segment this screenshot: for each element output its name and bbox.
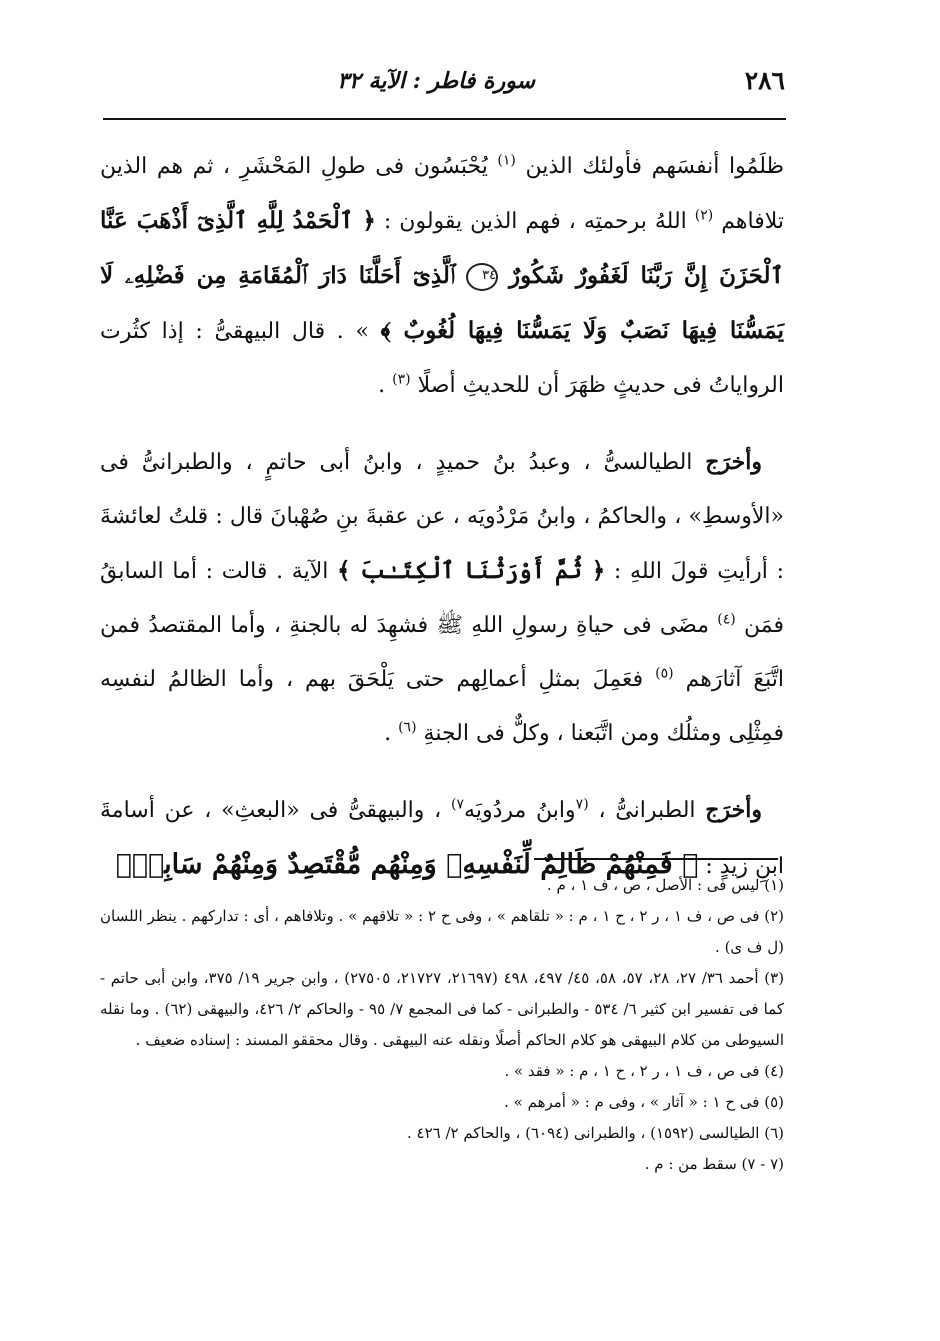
lead-word: وأخرَج bbox=[705, 797, 762, 823]
text-span: مضَى فى حياةِ رسولِ اللهِ ﷺ فشهِدَ له بالجنةِ ، وأما المقتصدُ فمن اتَّبَعَ آثارَهم bbox=[100, 613, 784, 692]
ayah-number-mark: ٣٤ bbox=[466, 263, 498, 291]
footnote-ref-5: (٥) bbox=[655, 665, 674, 682]
text-span: ، والبيهقىُّ فى «البعثِ» ، عن أسامةَ ابنِ زيدٍ : bbox=[100, 798, 784, 879]
quran-verse: ٱلَّذِىٓ أَحَلَّنَا دَارَ ٱلْمُقَامَةِ مِن فَضْلِهِۦ لَا يَمَسُّنَا فِيهَا نَصَبٌ وَلَا يَمَسُّنَا فِيهَا لُغُوبٌ ﴾ bbox=[100, 262, 785, 344]
footnote-ref-7-open: (٧ bbox=[575, 796, 589, 813]
text-span: يُحْبَسُون فى طولِ المَحْشَرِ ، ثم هم الذين تلافاهم bbox=[100, 154, 784, 234]
footnote-ref-1: (١) bbox=[497, 152, 516, 169]
quran-verse: ﴿ ثُمَّ أَوْرَثْنَا ٱلْكِتَـٰبَ ﴾ bbox=[337, 557, 606, 584]
footnote-rule bbox=[534, 858, 778, 860]
footnote-1: (١) ليس فى : الأصل ، ص ، ف ١ ، م . bbox=[546, 876, 784, 894]
paragraph-1 bbox=[100, 140, 784, 413]
text-span: الطيالسىُّ ، وعبدُ بنُ حميدٍ ، وابنُ أبى حاتمٍ ، والطبرانىُّ فى «الأوسطِ» ، والحاكمُ ، وابنُ مَرْدُويَه ، عن عقبةَ بنِ صُهْبانَ قال : قلتُ لعائشةَ : أرأيتِ قولَ اللهِ : bbox=[100, 450, 784, 584]
text-span: ظلَمُوا أنفسَهم فأولئك الذين bbox=[525, 154, 784, 179]
lead-word: وأخرَج bbox=[705, 449, 762, 475]
footnote-ref-3: (٣) bbox=[392, 371, 411, 388]
text-span: . bbox=[378, 373, 386, 398]
footnote-7: (٧ - ٧) سقط من : م . bbox=[644, 1155, 784, 1173]
footnote-6: (٦) الطيالسى (١٥٩٢) ، والطبرانى (٦٠٩٤) ، والحاكم ٢/ ٤٢٦ . bbox=[407, 1124, 784, 1142]
main-text bbox=[100, 140, 784, 916]
footnote-ref-4: (٤) bbox=[717, 611, 736, 628]
footnotes bbox=[100, 870, 784, 1180]
footnote-5: (٥) فى ح ١ : « آثار » ، وفى م : « أمرهم » . bbox=[504, 1093, 784, 1111]
text-span: الآية . قالت : أما السابقُ فمَن bbox=[100, 559, 784, 638]
text-span: وابنُ مردُويَه bbox=[464, 798, 576, 823]
footnote-ref-7-close: ٧) bbox=[451, 796, 465, 813]
footnote-3: (٣) أحمد ٣٦/ ٢٧، ٢٨، ٥٧، ٥٨، ٤٥/ ٤٩٧، ٤٩٨ (٢١٦٩٧، ٢١٧٢٧، ٢٧٥٠٥) ، وابن جرير ١٩/ ٣٧٥، وابن أبى حاتم - كما فى تفسير ابن كثير ٦/ ٥٣٤ - والطبرانى - كما فى المجمع ٧/ ٩٥ - والحاكم ٢/ ٤٢٦، والبيهقى (٦٢) . وما نقله السيوطى من كلام البيهقى هو كلام الحاكم أصلًا ونقله عنه البيهقى . وقال محققو المسند : إسناده ضعيف . bbox=[100, 969, 785, 1049]
paragraph-2 bbox=[100, 435, 784, 761]
footnote-2: (٢) فى ص ، ف ١ ، ر ٢ ، ح ١ ، م : « تلقاهم » ، وفى ح ٢ : « تلاقهم » . وتلافاهم ، أى : تداركهم . ينظر اللسان (ل ف ى) . bbox=[100, 907, 785, 956]
running-title: سورة فاطر : الآية ٣٢ bbox=[337, 68, 535, 94]
footnote-ref-6: (٦) bbox=[398, 719, 417, 736]
page-header bbox=[105, 66, 785, 110]
text-span: اللهُ برحمتِه ، فهم الذين يقولون : bbox=[383, 209, 687, 234]
footnote-4: (٤) فى ص ، ف ١ ، ر ٢ ، ح ١ ، م : « فقد » . bbox=[504, 1062, 784, 1080]
text-span: » . قال البيهقىُّ : إذا كثُرت الرواياتُ فى حديثٍ ظهَرَ أن للحديثِ أصلًا bbox=[100, 319, 784, 398]
text-span: الطبرانىُّ ، bbox=[598, 798, 696, 823]
quran-verse: ﴿ ٱلْحَمْدُ لِلَّهِ ٱلَّذِىٓ أَذْهَبَ عَنَّا ٱلْحَزَنَ إِنَّ رَبَّنَا لَغَفُورٌ شَكُورٌ bbox=[100, 207, 784, 289]
footnote-ref-2: (٢) bbox=[694, 207, 714, 224]
text-span: . bbox=[384, 721, 392, 746]
page-number: ٢٨٦ bbox=[744, 66, 785, 95]
header-rule bbox=[103, 118, 786, 120]
text-span: فعَمِلَ بمثلِ أعمالِهم حتى يَلْحَقَ بهم ، وأما الظالمُ لنفسِه فمِثْلِى ومثلُك ومن اتَّبَعنا ، وكلٌّ فى الجنةِ bbox=[100, 667, 784, 746]
quran-verse: ﴿ فَمِنْهُمْ ظَالِمٌ لِّنَفْسِهِۦ وَمِنْهُم مُّقْتَصِدٌ وَمِنْهُمْ سَابِقٌۢ bbox=[115, 849, 699, 880]
